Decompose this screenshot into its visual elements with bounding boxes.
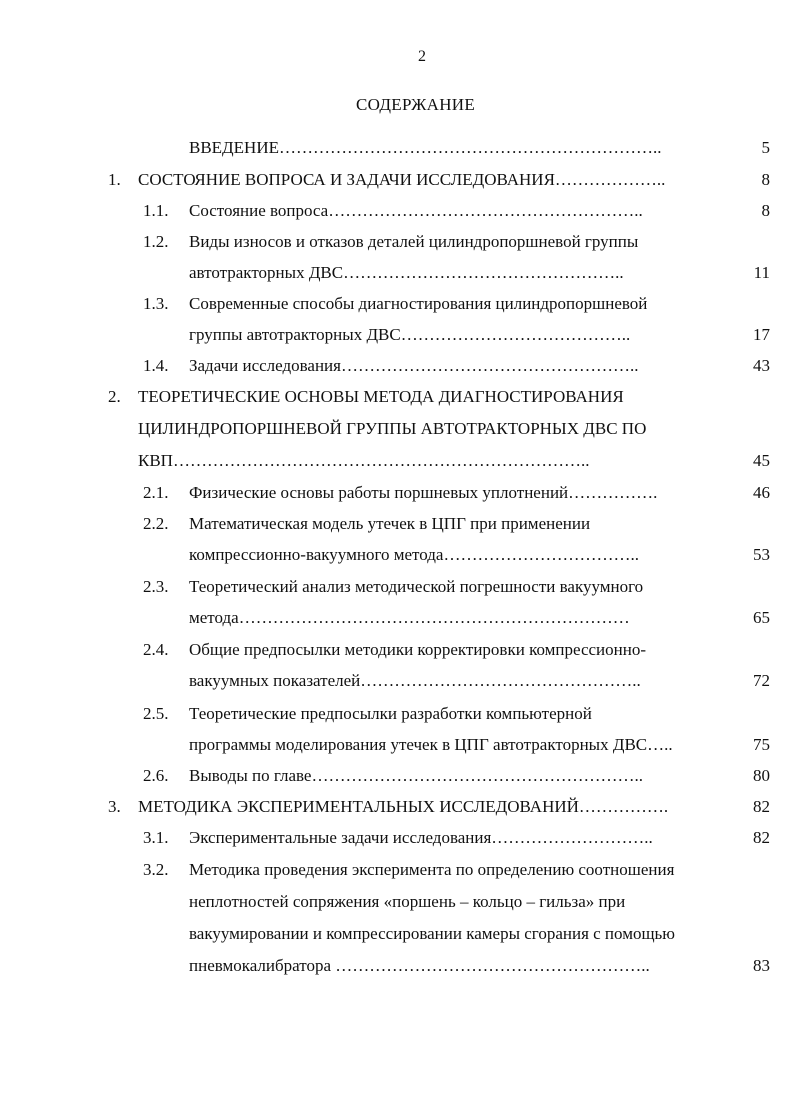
page-number: 2 (418, 48, 426, 65)
toc-entry-2-3: Теоретический анализ методической погрешности вакуумного (189, 577, 644, 596)
toc-entry-3-2-cont: неплотностей сопряжения «поршень – кольцо – гильза» при (189, 892, 626, 911)
toc-page: 83 (753, 956, 770, 975)
toc-number: 2.3. (143, 577, 169, 596)
toc-page: 8 (761, 201, 770, 220)
toc-number: 2. (108, 387, 121, 406)
toc-entry-3-2-cont: пневмокалибратора ……………………………………………….. (189, 956, 650, 975)
toc-number: 2.5. (143, 704, 169, 723)
toc-number: 1.4. (143, 356, 169, 375)
toc-page: 75 (753, 735, 770, 754)
toc-number: 1. (108, 170, 121, 189)
toc-entry-2-5: Теоретические предпосылки разработки компьютерной (189, 704, 592, 723)
toc-entry-1-2-cont: автотракторных ДВС………………………………………….. (189, 263, 624, 282)
toc-title: СОДЕРЖАНИЕ (356, 95, 476, 114)
toc-number: 2.4. (143, 640, 169, 659)
toc-entry-2-5-cont: программы моделирования утечек в ЦПГ автотракторных ДВС….. (189, 735, 673, 754)
toc-entry-1-3-cont: группы автотракторных ДВС………………………………….. (189, 325, 631, 344)
toc-page: 17 (753, 325, 770, 344)
toc-entry-3-2-cont: вакуумировании и компрессировании камеры сгорания с помощью (189, 924, 676, 943)
toc-number: 2.1. (143, 483, 169, 502)
toc-page: 72 (753, 671, 770, 690)
toc-number: 1.3. (143, 294, 169, 313)
toc-entry-chapter-2-cont: ЦИЛИНДРОПОРШНЕВОЙ ГРУППЫ АВТОТРАКТОРНЫХ ДВС ПО (138, 419, 647, 438)
toc-number: 2.2. (143, 514, 169, 533)
toc-entry-1-2: Виды износов и отказов деталей цилиндропоршневой группы (189, 232, 639, 251)
toc-page: 82 (753, 828, 770, 847)
toc-entry-1-3: Современные способы диагностирования цилиндропоршневой (189, 294, 648, 313)
toc-page: 8 (761, 170, 770, 189)
toc-number: 3.2. (143, 860, 169, 879)
toc-page: 65 (753, 608, 770, 627)
toc-entry-2-4: Общие предпосылки методики корректировки компрессионно- (189, 640, 647, 659)
toc-entry-2-3-cont: метода…………………………………………………………… (189, 608, 630, 627)
toc-entry-2-2-cont: компрессионно-вакуумного метода…………………………….. (189, 545, 639, 564)
toc-entry-chapter-1: СОСТОЯНИЕ ВОПРОСА И ЗАДАЧИ ИССЛЕДОВАНИЯ……………….. (138, 170, 666, 189)
toc-page: 80 (753, 766, 770, 785)
toc-page: 11 (753, 263, 770, 282)
toc-entry-2-6: Выводы по главе………………………………………………….. (189, 766, 643, 785)
toc-entry-2-2: Математическая модель утечек в ЦПГ при применении (189, 514, 591, 533)
toc-entry-2-4-cont: вакуумных показателей………………………………………….. (189, 671, 641, 690)
toc-page: 53 (753, 545, 770, 564)
toc-number: 1.1. (143, 201, 169, 220)
toc-entry-2-1: Физические основы работы поршневых уплотнений……………. (189, 483, 658, 502)
toc-entry-chapter-3: МЕТОДИКА ЭКСПЕРИМЕНТАЛЬНЫХ ИССЛЕДОВАНИЙ……………. (138, 797, 669, 816)
toc-entry-1-4: Задачи исследования…………………………………………….. (189, 356, 639, 375)
toc-number: 2.6. (143, 766, 169, 785)
toc-entry-3-2: Методика проведения эксперимента по определению соотношения (189, 860, 675, 879)
toc-page: 5 (761, 138, 770, 157)
toc-entry-chapter-2-cont: КВП……………………………………………………………….. (138, 451, 590, 470)
toc-number: 3.1. (143, 828, 169, 847)
toc-number: 1.2. (143, 232, 169, 251)
toc-entry-1-1: Состояние вопроса……………………………………………….. (189, 201, 643, 220)
toc-page: 45 (753, 451, 770, 470)
toc-entry-chapter-2: ТЕОРЕТИЧЕСКИЕ ОСНОВЫ МЕТОДА ДИАГНОСТИРОВАНИЯ (138, 387, 624, 406)
toc-page: 43 (753, 356, 770, 375)
toc-entry-3-1: Экспериментальные задачи исследования……………………….. (189, 828, 653, 847)
toc-entry-intro: ВВЕДЕНИЕ………………………………………………………….. (189, 138, 662, 157)
toc-number: 3. (108, 797, 121, 816)
toc-page: 46 (753, 483, 770, 502)
toc-page: 82 (753, 797, 770, 816)
